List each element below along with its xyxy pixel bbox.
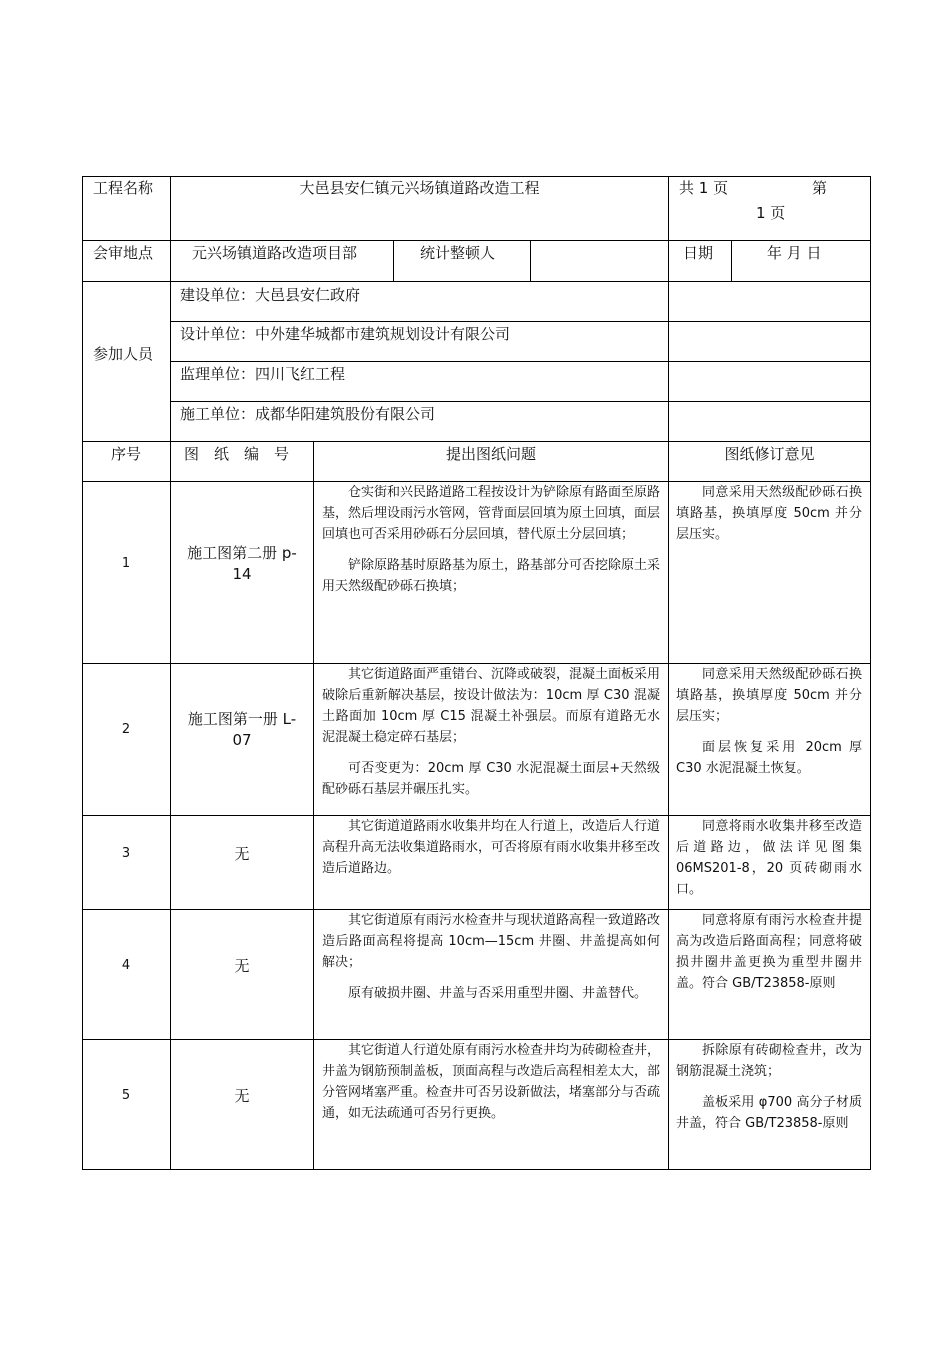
row-4-drawing: 无: [234, 957, 250, 975]
row-4-issue-paragraph-2: 原有破损井圈、井盖与否采用重型井圈、井盖替代。: [348, 986, 648, 1001]
project-name-label: 工程名称: [93, 179, 154, 197]
table-border-bottom: [82, 1169, 871, 1170]
row-3-opinion-paragraph-1: 同意将雨水收集井移至改造后道路边，做法详见图集 06MS201-8，20 页砖砌雨水口。: [676, 819, 862, 897]
row-5-issue-paragraph-1: 其它街道人行道处原有雨污水检查井均为砖砌检查井，井盖为钢筋预制盖板，顶面高程与改造后高程相差太大，部分管网堵塞严重。检查井可否另设新做法，堵塞部分与否疏通，如无法疏通可否另行更换。: [322, 1043, 661, 1121]
row-1-issue-paragraph-1: 仓实街和兴民路道路工程按设计为铲除原有路面至原路基，然后埋设雨污水管网，管背面层回填为原土回填，面层回填也可否采用砂砾石分层回填，替代原土分层回填；: [322, 485, 661, 542]
row-2-no: 2: [121, 722, 131, 737]
row-1-issue-paragraph-2: 铲除原路基时原路基为原土，路基部分可否挖除原土采用天然级配砂砾石换填；: [322, 558, 661, 594]
table-border-top: [82, 176, 871, 177]
row-3-drawing: 无: [234, 845, 250, 863]
column-divider: [170, 176, 171, 1170]
row-4-opinion: [676, 910, 862, 994]
row-4-no: 4: [121, 958, 131, 973]
row-4-issue: [322, 910, 660, 1004]
column-divider: [668, 441, 669, 1170]
column-divider: [530, 240, 531, 281]
column-divider: [313, 441, 314, 1170]
column-divider: [393, 240, 394, 281]
review-place-value: 元兴场镇道路改造项目部: [192, 244, 358, 262]
participant-owner: 建设单位：大邑县安仁政府: [180, 286, 361, 304]
column-header-issue: 提出图纸问题: [445, 445, 536, 463]
column-header-no: 序号: [110, 445, 141, 463]
column-header-drawing: 图 纸 编 号: [184, 445, 290, 463]
page-current: 1 页: [756, 204, 786, 222]
row-5-issue: [322, 1040, 660, 1124]
row-5-opinion-paragraph-1: 拆除原有砖砌检查井，改为钢筋混凝土浇筑；: [676, 1043, 862, 1079]
row-2-issue-paragraph-2: 可否变更为：20cm 厚 C30 水泥混凝土面层+天然级配砂砾石基层并碾压扎实。: [322, 761, 660, 797]
participants-label: 参加人员: [93, 345, 154, 363]
row-4-opinion-paragraph-1: 同意将原有雨污水检查井提高为改造后路面高程；同意将破损井圈井盖更换为重型井圈井盖。符合 GB/T23858-原则: [676, 913, 862, 991]
column-header-opinion: 图纸修订意见: [724, 445, 815, 463]
row-1-drawing-line-2: 14: [232, 565, 252, 583]
row-2-drawing-line-2: 07: [232, 731, 252, 749]
row-1-no: 1: [121, 556, 131, 571]
row-2-drawing: [171, 709, 313, 751]
column-divider: [668, 176, 669, 442]
participant-supervisor: 监理单位：四川飞红工程: [180, 365, 346, 383]
row-2-issue: [322, 664, 660, 800]
participant-divider: [171, 361, 871, 362]
participant-divider: [171, 401, 871, 402]
row-divider: [82, 281, 871, 282]
row-2-issue-paragraph-1: 其它街道路面严重错台、沉降或破裂，混凝土面板采用破除后重新解决基层，按设计做法为：10cm 厚 C30 混凝土路面加 10cm 厚 C15 混凝土补强层。而原有道路无水泥混凝土稳定碎石基层；: [322, 667, 661, 745]
row-3-issue: [322, 816, 660, 879]
row-4-issue-paragraph-1: 其它街道原有雨污水检查井与现状道路高程一致道路改造后路面高程将提高 10cm—15cm 井圈、井盖提高如何解决；: [322, 913, 661, 970]
table-border-left: [82, 176, 83, 1170]
row-1-issue: [322, 482, 660, 597]
participant-divider: [171, 321, 871, 322]
row-1-drawing-line-1: 施工图第二册 p-: [187, 544, 297, 562]
row-5-opinion-paragraph-2: 盖板采用 φ700 高分子材质井盖，符合 GB/T23858-原则: [676, 1095, 862, 1131]
review-place-label: 会审地点: [93, 244, 154, 262]
row-3-opinion: [676, 816, 862, 900]
page-total: 共 1 页: [679, 179, 729, 197]
page-current-prefix: 第: [812, 179, 828, 197]
row-5-opinion: [676, 1040, 862, 1134]
project-name: 大邑县安仁镇元兴场镇道路改造工程: [299, 179, 540, 197]
row-5-drawing: 无: [234, 1087, 250, 1105]
row-divider: [82, 441, 871, 442]
participant-designer: 设计单位：中外建华城都市建筑规划设计有限公司: [180, 325, 511, 343]
row-3-no: 3: [121, 846, 131, 861]
column-divider: [731, 240, 732, 281]
table-border-right: [870, 176, 871, 1170]
date-label: 日期: [683, 244, 714, 262]
row-3-issue-paragraph-1: 其它街道道路雨水收集井均在人行道上，改造后人行道高程升高无法收集道路雨水，可否将原有雨水收集井移至改造后道路边。: [322, 819, 661, 876]
date-value: 年 月 日: [767, 244, 822, 262]
row-1-drawing: [171, 543, 313, 585]
row-2-opinion-paragraph-2: 面层恢复采用 20cm 厚 C30 水泥混凝土恢复。: [676, 740, 862, 776]
row-1-opinion-paragraph-1: 同意采用天然级配砂砾石换填路基，换填厚度 50cm 并分层压实。: [676, 485, 862, 542]
row-5-no: 5: [121, 1088, 131, 1103]
participant-contractor: 施工单位：成都华阳建筑股份有限公司: [180, 405, 436, 423]
row-2-opinion-paragraph-1: 同意采用天然级配砂砾石换填路基，换填厚度 50cm 并分层压实；: [676, 667, 862, 724]
row-2-drawing-line-1: 施工图第一册 L-: [187, 710, 297, 728]
compiler-label: 统计整顿人: [420, 244, 496, 262]
row-1-opinion: [676, 482, 862, 545]
row-divider: [82, 240, 871, 241]
row-2-opinion: [676, 664, 862, 779]
